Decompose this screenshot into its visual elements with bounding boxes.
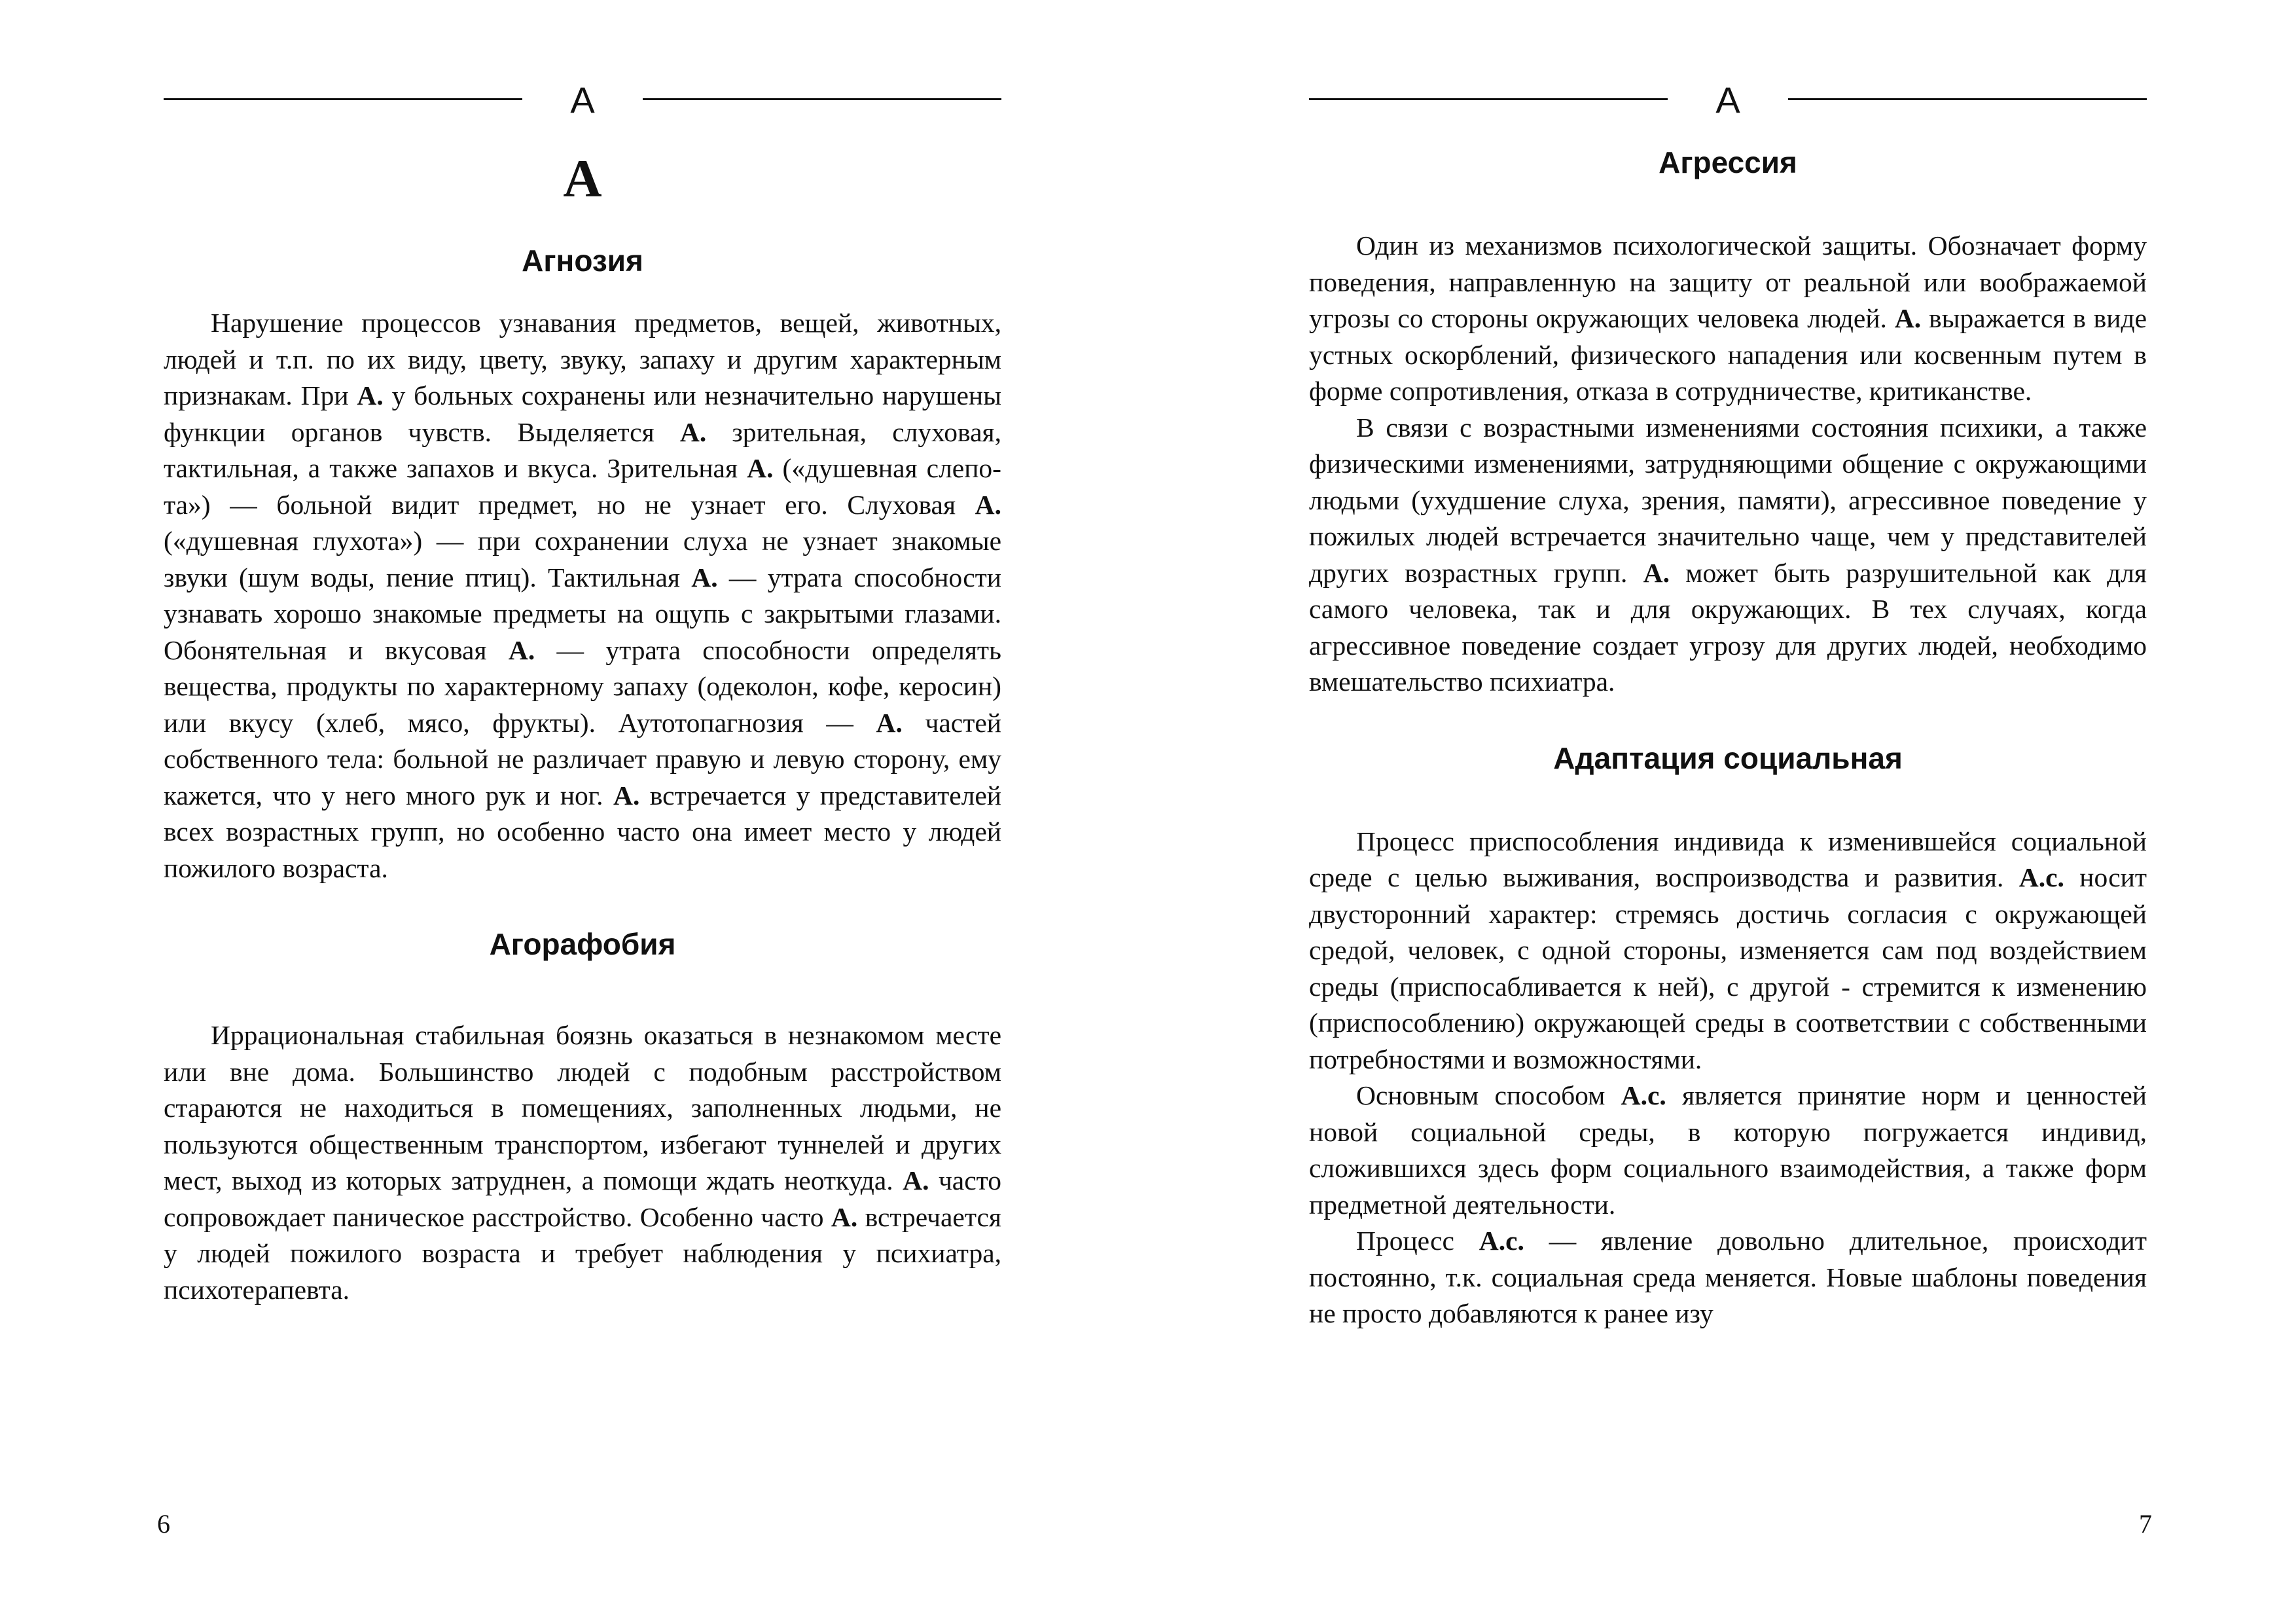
running-head-rule-right (1788, 98, 2147, 100)
entry-title-agnosia: Агнозия (522, 244, 643, 278)
bold-abbreviation: А. (876, 707, 903, 738)
bold-abbreviation: А. (613, 780, 640, 811)
entry-title-social-adaptation: Адаптация социальная (1553, 740, 1903, 775)
bold-abbreviation: А. (357, 380, 384, 410)
page-number-left: 6 (157, 1509, 170, 1539)
entry-title-agoraphobia: Агорафобия (489, 927, 676, 961)
entry-paragraph: Нарушение процессов узнавания предметов, вещей, животных, людей и т.п. по их виду, цвету, звуку, запаху и другим характерным признакам. При А. у больных сохранены или незначительно нарушены функции органов чувств. Выделяется А. зрительная, слуховая, тактильная, а также запахов и вкуса. Зрительная А. («душевная слепота») — больной видит предмет, но не узнает его. Слуховая А. («душевная глухота») — при сохранении слуха не узнает знакомые звуки (шум воды, пение птиц). Тактильная А. — утрата способности узнавать хорошо знакомые предметы на ощупь с закрытыми глазами. Обонятельная и вкусовая А. — утрата способности определять вещества, продукты по характерному запаху (одеколон, кофе, керосин) или вкусу (хлеб, мясо, фрукты). Аутотопагнозия — А. частей собственного тела: больной не различает правую и левую сторону, ему кажется, что у него много рук и ног. А. встречается у представителей всех возрастных групп, но особенно часто она имеет место у людей пожилого возраста. (164, 308, 1002, 883)
bold-abbreviation: А. (903, 1165, 929, 1195)
bold-abbreviation: А. (1643, 557, 1670, 588)
right-page (1148, 0, 2296, 1623)
bold-abbreviation: А. (691, 562, 718, 593)
page-number-right: 7 (2139, 1509, 2152, 1539)
bold-abbreviation: А. (747, 453, 774, 483)
running-head-letter: А (570, 79, 595, 120)
running-head-rule-right (643, 98, 1001, 100)
entry-paragraph: Иррациональная стабильная боязнь оказаться в незнакомом месте или вне дома. Большинство людей с подобным расстройством стараются не находиться в помещениях, заполненных людьми, не пользуются общественным транспортом, избегают туннелей и других мест, выход из которых затруднен, а помощи ждать неоткуда. А. часто сопровождает паническое расстройство. Особенно часто А. встречается у людей пожилого возраста и требует наблюдения у психиатра, психотерапевта. (164, 1020, 1002, 1305)
entry-paragraph: Основным способом А.с. является принятие норм и ценностей новой социальной среды, в которую погружается индивид, сложившихся здесь форм социального взаимодействия, а также форм предметной деятельности. (1309, 1080, 2147, 1220)
left-text-block (164, 143, 1001, 1308)
bold-abbreviation: А. (1894, 303, 1922, 333)
entry-title-aggression: Агрессия (1659, 145, 1797, 179)
bold-abbreviation: А. (831, 1201, 858, 1232)
entry-paragraph: Процесс приспособления индивида к изменившейся социальной среде с целью выживания, воспроизводства и развития. А.с. носит двусторонний характер: стремясь достичь согласия с окружающей средой, человек, с одной стороны, изменяется сам под воздействием среды (приспосабливается к ней), с другой - стремится к изменению (приспособлению) окружающей среды в соответствии с собственными потребностями и возможностями. (1309, 826, 2147, 1074)
bold-abbreviation: А.с. (1479, 1226, 1524, 1256)
bold-abbreviation: А.с. (1621, 1080, 1666, 1110)
bold-abbreviation: А. (508, 634, 535, 665)
bold-abbreviation: А.с. (2018, 862, 2064, 892)
running-head-letter: А (1715, 79, 1740, 120)
right-text-block (1309, 143, 2147, 1332)
entry-paragraph: В связи с возрастными изменениями состояния психики, а также физическими изменениями, затрудняющими общение с окружающими людьми (ухудшение слуха, зрения, памяти), агрессивное поведение у пожилых людей встречается значительно чаще, чем у представителей других возрастных групп. А. может быть разрушительной как для самого человека, так и для окружающих. В тех случаях, когда агрессивное поведение создает угрозу для других людей, необходимо вмешательство психиатра. (1309, 412, 2147, 697)
bold-abbreviation: А. (975, 489, 1001, 520)
section-letter: А (563, 149, 602, 208)
bold-abbreviation: А. (679, 416, 707, 447)
entry-paragraph: Один из механизмов психологической защиты. Обозначает форму поведения, направленную на защиту от реальной или воображаемой угрозы со стороны окружающих человека людей. А. выражается в виде устных оскорблений, физического нападения или косвенным путем в форме сопротивления, отказа в сотрудничестве, критиканстве. (1309, 230, 2147, 406)
running-head-right (1309, 77, 2147, 130)
entry-paragraph: Процесс А.с. — явление довольно длительное, происходит постоянно, т.к. социальная среда меняется. Новые шаблоны поведения не просто добавляются к ранее изу (1309, 1226, 2147, 1328)
running-head-left (164, 77, 1001, 130)
